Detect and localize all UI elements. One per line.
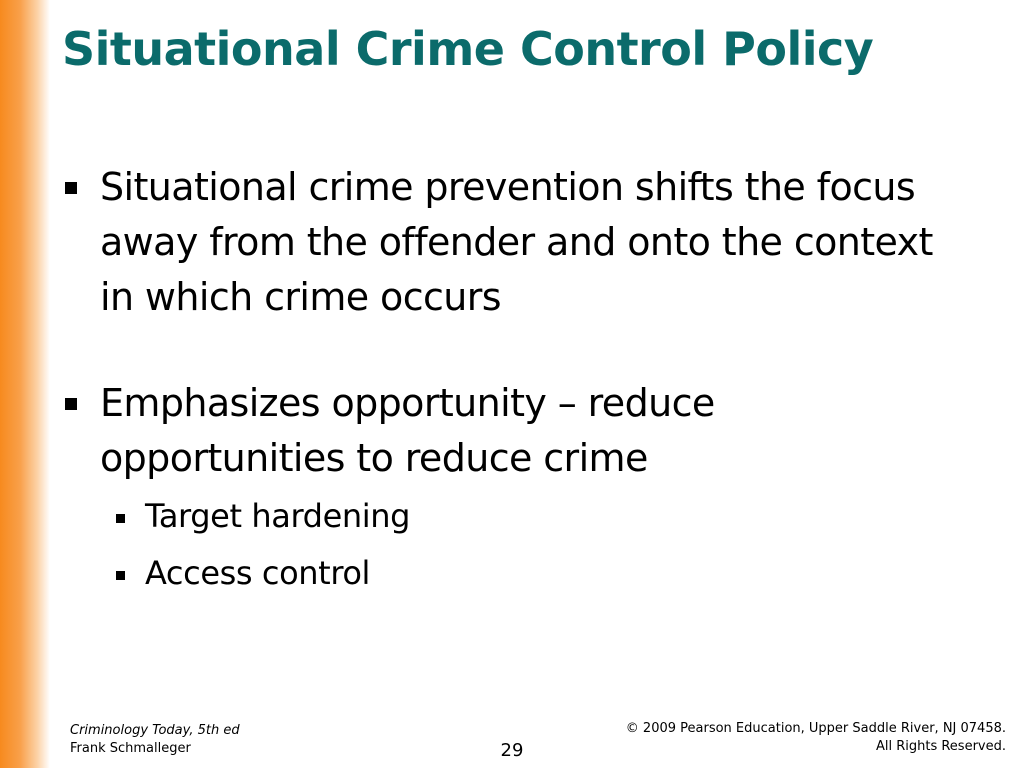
- bullet-text: Emphasizes opportunity – reduce opportunities to reduce crime: [100, 381, 715, 480]
- bullet-item: [62, 376, 962, 486]
- square-bullet-icon: [65, 398, 77, 410]
- footer-book-title: Criminology Today, 5th ed: [70, 723, 240, 738]
- square-bullet-icon: [65, 182, 77, 194]
- sub-bullet-text: Access control: [145, 554, 371, 592]
- sub-bullet-list: [62, 488, 962, 602]
- copyright-line-2: All Rights Reserved.: [875, 739, 1006, 754]
- footer-author: Frank Schmalleger: [70, 741, 191, 756]
- bullet-item: [62, 160, 962, 325]
- slide-content: [62, 160, 962, 602]
- small-square-bullet-icon: [116, 571, 125, 580]
- copyright-line-1: © 2009 Pearson Education, Upper Saddle River, NJ 07458.: [625, 721, 1006, 736]
- slide-title: Situational Crime Control Policy: [62, 22, 874, 76]
- sub-bullet-text: Target hardening: [145, 497, 411, 535]
- small-square-bullet-icon: [116, 514, 125, 523]
- bullet-text: Situational crime prevention shifts the focus away from the offender and onto the context in which crime occurs: [100, 165, 933, 319]
- decorative-side-bar: [0, 0, 50, 768]
- page-number: 29: [500, 740, 524, 761]
- sub-bullet-item: [100, 545, 962, 602]
- footer-copyright: [626, 720, 1006, 756]
- footer-book-info: [70, 722, 240, 758]
- sub-bullet-item: [100, 488, 962, 545]
